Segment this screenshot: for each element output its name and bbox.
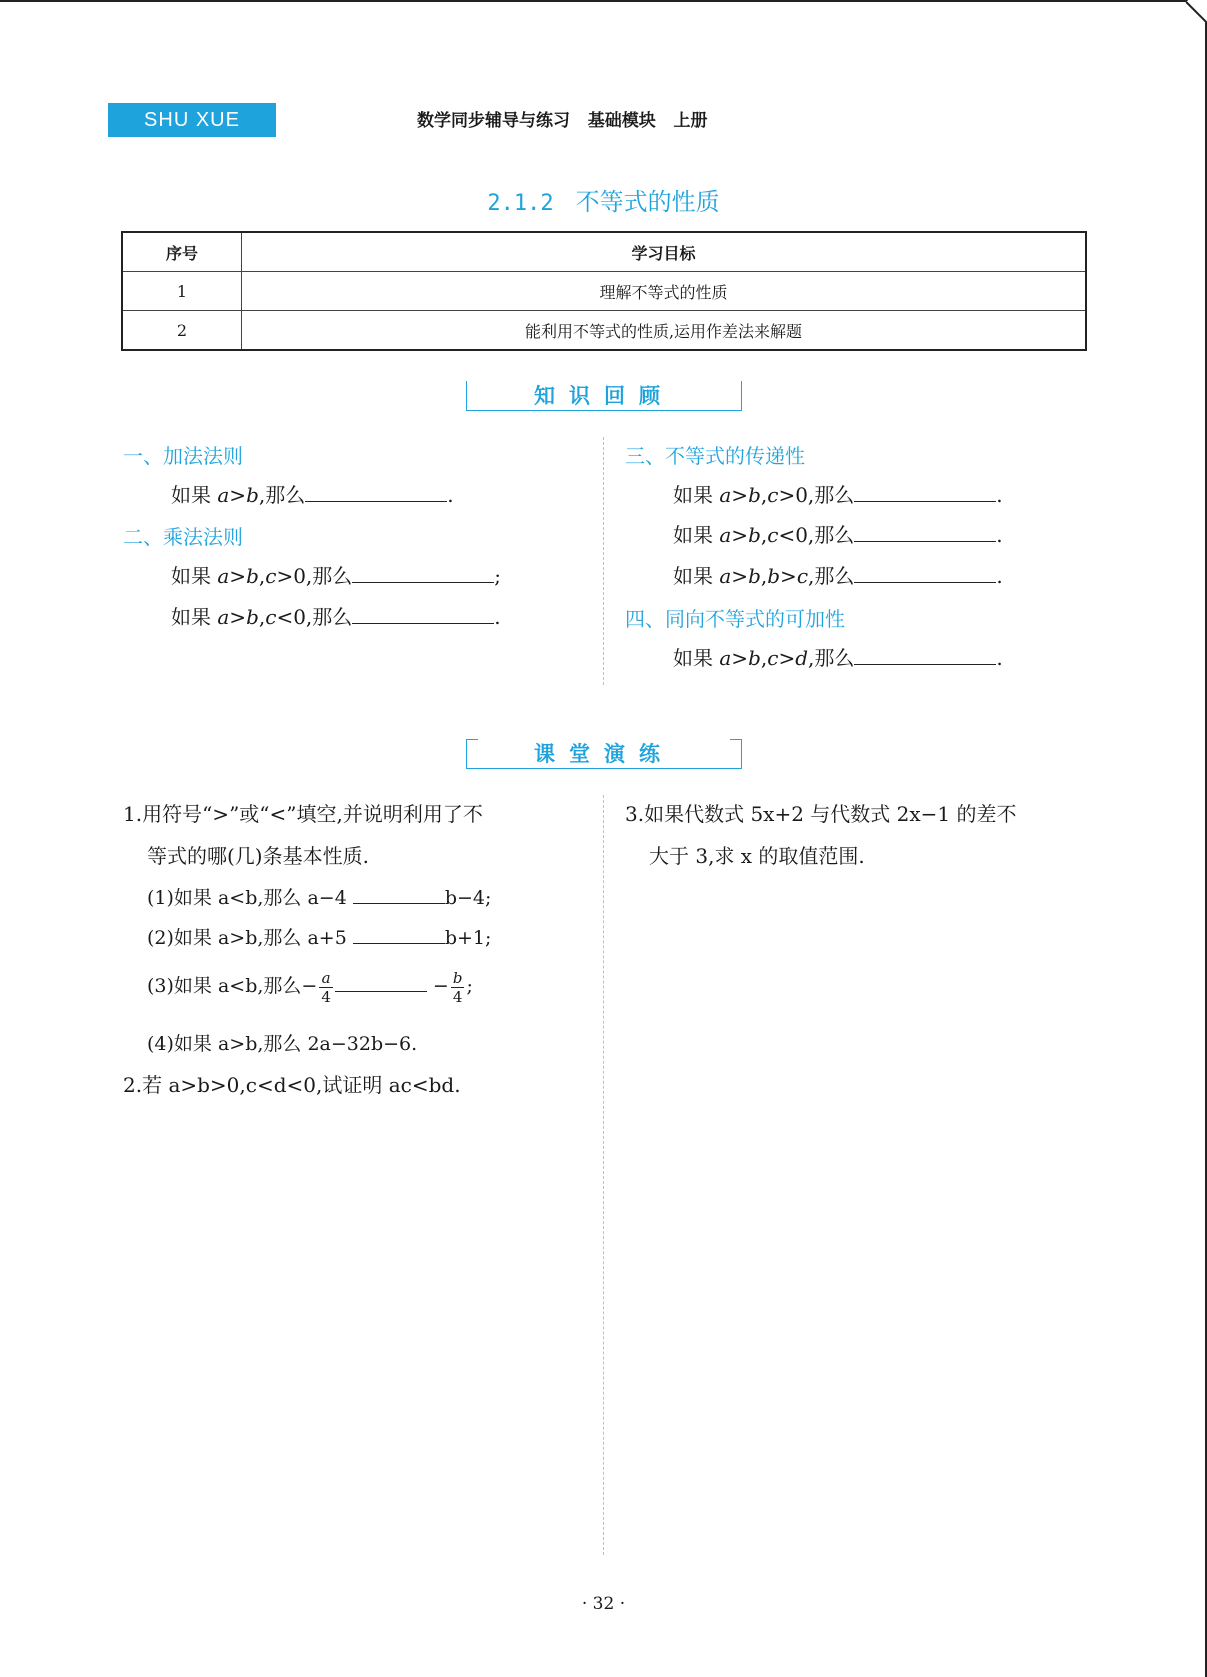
answer-blank[interactable] (352, 562, 494, 583)
table-cell-index: 1 (122, 272, 242, 311)
transitive-item: 如果 a>b,c<0,那么 . (673, 523, 1003, 547)
page-top-border (0, 0, 1190, 2)
transitive-item: 如果 a>b,b>c,那么 . (673, 564, 1003, 588)
question-3-line-1: 3.如果代数式 5x+2 与代数式 2x−1 的差不 (625, 802, 1017, 826)
table-header-row (122, 232, 1086, 272)
answer-blank[interactable] (353, 883, 445, 904)
answer-blank[interactable] (335, 971, 427, 992)
question-1-part-1: (1)如果 a<b,那么 a−4 b−4; (147, 883, 491, 911)
same-direction-title: 四、同向不等式的可加性 (625, 607, 845, 631)
add-rule-title: 一、加法法则 (123, 444, 243, 468)
mul-rule-item: 如果 a>b,c>0,那么 ; (171, 564, 502, 588)
question-2: 2.若 a>b>0,c<d<0,试证明 ac<bd. (123, 1073, 461, 1097)
review-heading-text: 知识回顾 (534, 384, 674, 408)
answer-blank[interactable] (353, 923, 445, 944)
table-header-index: 序号 (122, 232, 242, 272)
page-corner-fold (1185, 0, 1207, 23)
practice-heading (466, 739, 742, 769)
question-3-line-2: 大于 3,求 x 的取值范围. (649, 844, 865, 868)
column-divider (603, 795, 604, 1555)
answer-blank[interactable] (854, 644, 996, 665)
answer-blank[interactable] (854, 521, 996, 542)
answer-blank[interactable] (854, 481, 996, 502)
table-cell-goal: 理解不等式的性质 (242, 272, 1087, 311)
fraction-a-over-4: $\frac{a}{4}$ (321, 968, 331, 1006)
book-title: 数学同步辅导与练习 基础模块 上册 (417, 111, 708, 131)
transitive-item: 如果 a>b,c>0,那么 . (673, 483, 1003, 507)
add-rule-item: 如果 a>b,那么 . (171, 483, 454, 507)
question-1-line-2: 等式的哪(几)条基本性质. (147, 844, 369, 868)
table-row (122, 272, 1086, 311)
question-1-line-1: 1.用符号“>”或“<”填空,并说明利用了不 (123, 802, 483, 826)
question-1-part-2: (2)如果 a>b,那么 a+5 b+1; (147, 923, 491, 951)
transitive-title: 三、不等式的传递性 (625, 444, 805, 468)
answer-blank[interactable] (352, 603, 494, 624)
mul-rule-title: 二、乘法法则 (123, 525, 243, 549)
learning-goals-table (121, 231, 1087, 351)
practice-heading-text: 课堂演练 (534, 742, 674, 766)
section-title (0, 182, 1207, 217)
table-cell-goal: 能利用不等式的性质,运用作差法来解题 (242, 311, 1087, 351)
question-1-part-4: (4)如果 a>b,那么 2a−32b−6. (147, 1033, 418, 1055)
subject-badge: SHU XUE (108, 103, 276, 137)
column-divider (603, 437, 604, 685)
question-1-part-3: (3)如果 a<b,那么− $\frac{a}{4}$ − $\frac{b}{4}$ ; (147, 968, 473, 1006)
section-name: 不等式的性质 (575, 188, 720, 216)
table-cell-index: 2 (122, 311, 242, 351)
fraction-b-over-4: $\frac{b}{4}$ (452, 968, 463, 1006)
answer-blank[interactable] (305, 481, 447, 502)
answer-blank[interactable] (854, 562, 996, 583)
table-row (122, 311, 1086, 351)
page-number: · 32 · (581, 1594, 626, 1614)
mul-rule-item: 如果 a>b,c<0,那么 . (171, 605, 501, 629)
review-heading (466, 381, 742, 411)
section-number: 2.1.2 (487, 191, 554, 216)
table-header-goal: 学习目标 (242, 232, 1087, 272)
same-direction-item: 如果 a>b,c>d,那么 . (673, 646, 1003, 670)
